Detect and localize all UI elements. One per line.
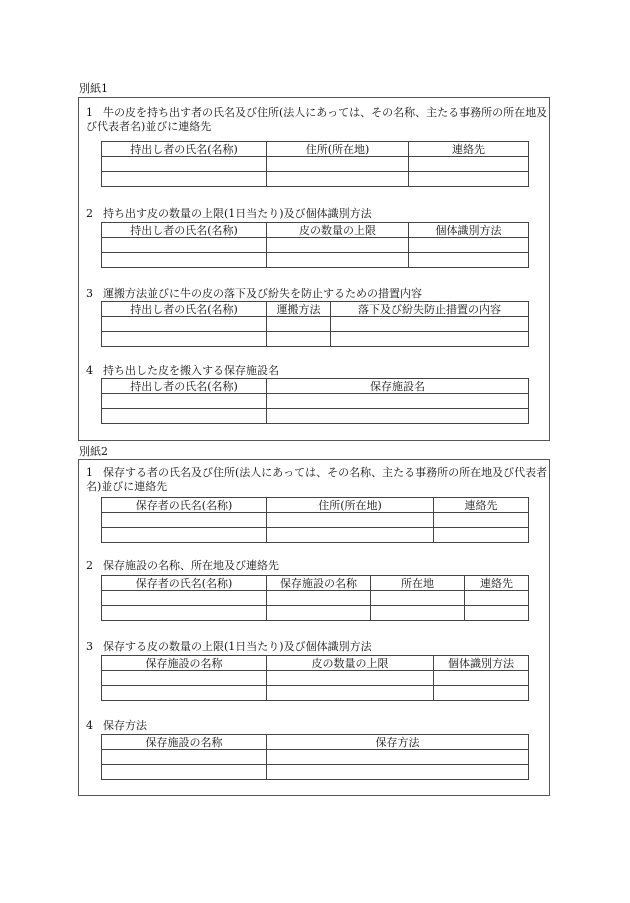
column-header: 連絡先: [434, 498, 529, 513]
table-row: [102, 409, 529, 424]
table-cell[interactable]: [102, 765, 267, 780]
column-header: 保存施設名: [267, 379, 529, 394]
column-header: 住所(所在地): [267, 498, 434, 513]
form-table: [101, 655, 529, 701]
table-row: [102, 750, 529, 765]
section-title: [86, 466, 548, 494]
table-cell[interactable]: [267, 238, 409, 253]
column-header: 保存方法: [267, 735, 529, 750]
section-title: [86, 559, 548, 573]
column-header: 保存施設の名称: [102, 735, 267, 750]
table-header-row: [102, 223, 529, 238]
section-title: [86, 207, 548, 221]
table-cell[interactable]: [102, 528, 267, 543]
table-cell[interactable]: [465, 606, 529, 621]
table-cell[interactable]: [409, 253, 529, 268]
appendix2-label: 別紙2: [79, 445, 108, 458]
column-header: 持出し者の氏名(名称): [102, 142, 267, 157]
table-header-row: [102, 735, 529, 750]
column-header: 保存施設の名称: [102, 656, 267, 671]
form-table: [101, 575, 529, 621]
form-table: [101, 301, 529, 347]
table-header-row: [102, 498, 529, 513]
table-row: [102, 157, 529, 172]
table-cell[interactable]: [102, 671, 267, 686]
section-heading: 保存方法: [103, 719, 147, 732]
table-row: [102, 513, 529, 528]
table-row: [102, 394, 529, 409]
column-header: 持出し者の氏名(名称): [102, 379, 267, 394]
section-heading: 保存する皮の数量の上限(1日当たり)及び個体識別方法: [103, 640, 372, 653]
section-title: [86, 287, 548, 301]
table-cell[interactable]: [267, 513, 434, 528]
column-header: 運搬方法: [267, 302, 331, 317]
table-cell[interactable]: [102, 409, 267, 424]
table-cell[interactable]: [465, 591, 529, 606]
table-cell[interactable]: [434, 528, 529, 543]
section-number: 3: [86, 287, 93, 300]
table-row: [102, 671, 529, 686]
column-header: 持出し者の氏名(名称): [102, 223, 267, 238]
table-cell[interactable]: [102, 238, 267, 253]
section-number: 2: [86, 559, 93, 572]
column-header: 保存者の氏名(名称): [102, 576, 267, 591]
column-header: 連絡先: [409, 142, 529, 157]
table-cell[interactable]: [102, 253, 267, 268]
table-cell[interactable]: [267, 606, 371, 621]
table-cell[interactable]: [267, 157, 409, 172]
section-heading: 持ち出した皮を搬入する保存施設名: [103, 364, 279, 377]
table-cell[interactable]: [102, 750, 267, 765]
table-cell[interactable]: [267, 765, 529, 780]
table-cell[interactable]: [102, 513, 267, 528]
table-cell[interactable]: [331, 332, 529, 347]
form-table: [101, 378, 529, 424]
column-header: 個体識別方法: [434, 656, 529, 671]
table-row: [102, 332, 529, 347]
section-heading: 運搬方法並びに牛の皮の落下及び紛失を防止するための措置内容: [103, 287, 422, 300]
column-header: 保存施設の名称: [267, 576, 371, 591]
table-cell[interactable]: [102, 332, 267, 347]
section-heading: 持ち出す皮の数量の上限(1日当たり)及び個体識別方法: [103, 207, 372, 220]
table-row: [102, 528, 529, 543]
table-cell[interactable]: [102, 591, 267, 606]
form-table: [101, 141, 529, 187]
column-header: 連絡先: [465, 576, 529, 591]
table-cell[interactable]: [409, 172, 529, 187]
table-cell[interactable]: [267, 172, 409, 187]
table-header-row: [102, 656, 529, 671]
appendix2-box: [78, 459, 550, 796]
table-cell[interactable]: [267, 686, 434, 701]
column-header: 皮の数量の上限: [267, 656, 434, 671]
column-header: 所在地: [371, 576, 465, 591]
table-cell[interactable]: [267, 750, 529, 765]
form-table: [101, 734, 529, 780]
section-title: [86, 364, 548, 378]
section-title: [86, 719, 548, 733]
table-cell[interactable]: [434, 671, 529, 686]
table-cell[interactable]: [267, 591, 371, 606]
section-title: [86, 106, 548, 134]
column-header: 持出し者の氏名(名称): [102, 302, 267, 317]
table-row: [102, 253, 529, 268]
table-row: [102, 765, 529, 780]
section-heading: 保存する者の氏名及び住所(法人にあっては、その名称、主たる事務所の所在地及び代表者名)並びに連絡先: [86, 466, 548, 493]
appendix1-box: [78, 97, 550, 441]
table-cell[interactable]: [409, 157, 529, 172]
table-header-row: [102, 302, 529, 317]
form-table: [101, 222, 529, 268]
table-row: [102, 686, 529, 701]
section-title: [86, 640, 548, 654]
table-cell[interactable]: [267, 409, 529, 424]
table-cell[interactable]: [267, 253, 409, 268]
table-header-row: [102, 379, 529, 394]
table-cell[interactable]: [102, 317, 267, 332]
section-number: 2: [86, 207, 93, 220]
table-cell[interactable]: [267, 671, 434, 686]
section-heading: 牛の皮を持ち出す者の氏名及び住所(法人にあっては、その名称、主たる事務所の所在地及び代表者名)並びに連絡先: [86, 106, 548, 133]
table-cell[interactable]: [102, 606, 267, 621]
section-number: 3: [86, 640, 93, 653]
table-cell[interactable]: [267, 528, 434, 543]
table-row: [102, 591, 529, 606]
table-cell[interactable]: [434, 686, 529, 701]
table-row: [102, 317, 529, 332]
table-cell[interactable]: [102, 686, 267, 701]
section-heading: 保存施設の名称、所在地及び連絡先: [103, 559, 279, 572]
appendix1-label: 別紙1: [79, 82, 108, 95]
table-cell[interactable]: [102, 172, 267, 187]
table-cell[interactable]: [434, 513, 529, 528]
table-row: [102, 606, 529, 621]
section-number: 1: [86, 106, 93, 119]
table-cell[interactable]: [267, 317, 331, 332]
table-cell[interactable]: [331, 317, 529, 332]
table-header-row: [102, 576, 529, 591]
table-cell[interactable]: [102, 157, 267, 172]
column-header: 保存者の氏名(名称): [102, 498, 267, 513]
form-table: [101, 497, 529, 543]
section-number: 4: [86, 719, 93, 732]
table-cell[interactable]: [102, 394, 267, 409]
table-cell[interactable]: [409, 238, 529, 253]
section-number: 4: [86, 364, 93, 377]
column-header: 住所(所在地): [267, 142, 409, 157]
table-cell[interactable]: [371, 591, 465, 606]
table-cell[interactable]: [267, 332, 331, 347]
section-number: 1: [86, 466, 93, 479]
table-cell[interactable]: [371, 606, 465, 621]
table-header-row: [102, 142, 529, 157]
column-header: 個体識別方法: [409, 223, 529, 238]
table-row: [102, 172, 529, 187]
table-row: [102, 238, 529, 253]
table-cell[interactable]: [267, 394, 529, 409]
column-header: 落下及び紛失防止措置の内容: [331, 302, 529, 317]
column-header: 皮の数量の上限: [267, 223, 409, 238]
